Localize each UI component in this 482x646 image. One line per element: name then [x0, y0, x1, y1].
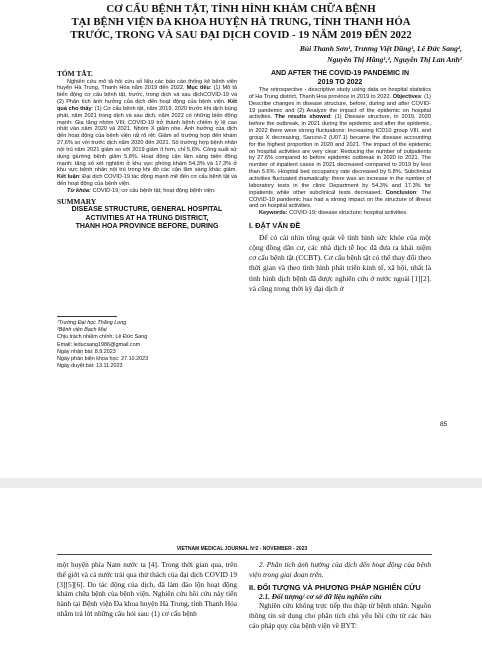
english-summary [249, 70, 431, 294]
page-2-left-text: một huyện phía Nam nước ta [4]. Trong thời gian qua, trên thế giới và cả nước trải qua thử thách của đại dịch COVID 19 [3][5][6]. Do tác động của dịch, đã làm đảo lộn hoạt động khám chữa bệnh của bệnh viện. Nghiên cứu hồi cứu này tiến hành tại Bệnh viện Đa khoa huyện Hà Trung, tỉnh Thanh Hóa nhằm trả lời những câu hỏi sau: (1) cơ cấu bệnh [57, 560, 237, 618]
section-1-heading: I. ĐẶT VẤN ĐỀ [249, 221, 301, 231]
section-2-heading: II. ĐỐI TƯỢNG VÀ PHƯƠNG PHÁP NGHIÊN CỨU [249, 582, 421, 592]
author-list: Bùi Thanh Sơn¹, Trương Việt Dũng¹, Lê Đức Sang², Nguyễn Thị Hằng¹,², Nguyễn Thị Lan Anh¹ [299, 44, 462, 64]
journal-header: VIETNAM MEDICAL JOURNAL Nº2 - NOVEMBER - 2023 [176, 546, 308, 552]
article-page-2 [0, 488, 482, 646]
article-title: CƠ CẤU BỆNH TẬT, TÌNH HÌNH KHÁM CHỮA BỆNH TẠI BỆNH VIỆN ĐA KHOA HUYỆN HÀ TRUNG, TỈNH THANH HÓA TRƯỚC, TRONG VÀ SAU ĐẠI DỊCH COVID - 19 NĂM 2019 ĐẾN 2022 [70, 3, 412, 41]
summary-title: DISEASE STRUCTURE, GENERAL HOSPITAL ACTIVITIES AT HA TRUNG DISTRICT, THANH HOA PROVINCE BEFORE, DURING [71, 206, 223, 231]
footnote-divider [57, 316, 117, 317]
footnotes: ¹Trường Đại học Thăng Long ²Bệnh viện Bạch Mai Chịu trách nhiệm chính: Lê Đức Sang Email: leducsang1986@gmail.com Ngày nhận bài: 8.9.2023 Ngày phản biện khoa học: 27.10.2023 Ngày duyệt bài: 13.11.2023 [57, 320, 149, 370]
vietnamese-keywords: Từ khóa: COVID-19; cơ cấu bệnh tật; hoạt động bệnh viện. [67, 188, 216, 194]
objective-2: 2. Phân tích ảnh hưởng của dịch đến hoạt động của bệnh viện trong giai đoạn trên. [249, 560, 431, 579]
tomtat-heading: TÓM TẮT. [57, 69, 93, 78]
vietnamese-abstract [57, 70, 237, 232]
summary-title-continued: AND AFTER THE COVID-19 PANDEMIC IN 2019 TO 2022 [270, 70, 410, 86]
header-rule [57, 554, 432, 555]
abstract-paragraph: Nghiên cứu mô tả hồi cứu số liệu các báo cáo thống kê bệnh viện huyện Hà Trung, Thanh Hóa năm 2019 đến 2022. Mục tiêu: (1) Mô tả biến động cơ cấu bệnh tật, trước, trong dịch và sau dịchCOVID-19 và (2) Phân tích ảnh hưởng của dịch đến hoạt động của bệnh viện. Kết quả cho thấy: (1) Cơ cấu bệnh tật, năm 2019, 2020 trước khi dịch bùng phát, năm 2021 trong dịch và sau dịch, năm 2022 có những biến động mạnh: Gia tăng nhóm VIII, COVID-19 trở thành bệnh chiếm tỷ lệ cao nhất vào năm 2020 và 2021. Nhóm X giảm nhẹ. Ảnh hưởng của dịch đến hoạt động của bệnh viện rất rõ rệt: Giảm số trường hợp đến khám 27,6% so với trước dịch năm 2020 đến 2021. Số trường hợp bệnh nhân nội trú năm 2021 giảm so với 2019 giảm ít hơn, chỉ 5,6%. Công suất sử dụng giường bệnh giảm 5,8%. Hoạt động cận lâm sàng biến động mạnh: tăng số xét nghiệm ở khu vực phòng khám 54,3% và 17,3% ở khu vực bệnh nhân nội trú trong khi đó các cận lâm sàng khác giảm. Kết luận: Đại dịch COVID-19 tác động mạnh mẽ đến cơ cấu bệnh tật và đến hoạt động của bệnh viện. [57, 78, 238, 188]
section-2-text: Nghiên cứu không trực tiếp thu thập từ bệnh nhân. Nguồn thông tin sử dụng cho phân tích chủ yếu hồi cứu từ các báo cáo pháp quy của bệnh viện về BYT: [249, 601, 431, 630]
summary-heading: SUMMARY [57, 196, 97, 206]
page-2-right-column [249, 560, 431, 631]
section-1-text: Để có cái nhìn tổng quát về tình hình sức khỏe của một cộng đồng dân cư, các nhà dịch tễ học đã đưa ra khái niệm cơ cấu bệnh tật (CCBT). Cơ cấu bệnh tật có thể thay đổi theo thời gian và theo tình hình phát triển kinh tế, xã hội, nhất là tình hình dịch bệnh đã được nghiên cứu ở nước ngoài [1][2]. và cũng trong thời kỳ đại dịch ở [249, 232, 431, 293]
summary-paragraph: The retrospective - descriptive study using data on hospital statistics of Ha Trung district, Thanh Hoa province in 2019 to 2022. Objectives: (1) Describe changes in disease structure, before, during and after COVID-19 pandemic and (2) Analyze the impact of the epidemic on hospital activities. The results showed: (1) Disease structure, in 2019, 2020 before the outbreak, in 2021 during the epidemic and after the epidemic, in 2022 there were strong fluctuations: Increasing ICD10 group VIII, and group X decreasing, Sarcovi-2 (U07.1) became the disease accounting for the highest proportion in 2020 and 2021. The impact of the epidemic on hospital activities are very clear: Reducing the number of outpatients by 27.6% compared to before epidemic outbreak in 2020 to 2021. The number of inpatient cases in 2021 decreased compared to 2019 by less than 5.6%. Hospital bed occupancy rate decreased by 5.8%. Subclinical activities fluctuated dramatically: there was an increase in the number of laboratory tests in the clinic Department by 54.3% and 17.3% for inpatients while other subclinical tests decreased. Conclusion: The COVID-19 pandemic has had a strong impact on the structure of illness and on hospital activities. [249, 87, 431, 210]
english-keywords: Keywords: COVID-19; disease structure; hospital activities. [259, 210, 408, 217]
subsection-2-1-heading: 2.1. Đối tượng/ cơ sở dữ liệu nghiên cứu [259, 591, 382, 601]
page-number: 85 [440, 421, 448, 428]
